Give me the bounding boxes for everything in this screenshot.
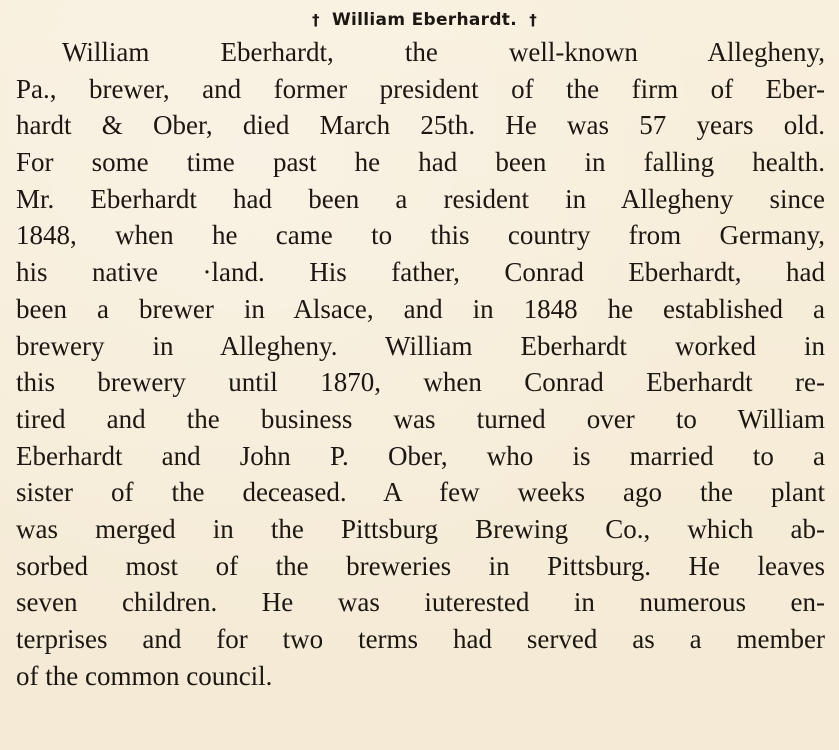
dagger-mark-left: † <box>311 11 320 29</box>
body-line: Eberhardt and John P. Ober, who is married to a <box>16 440 825 471</box>
body-line: been a brewer in Alsace, and in 1848 he established a <box>16 293 825 324</box>
body-line: brewery in Allegheny. William Eberhardt worked in <box>16 330 825 361</box>
body-line: Pa., brewer, and former president of the firm of Eber- <box>16 73 825 104</box>
body-line: For some time past he had been in falling health. <box>16 147 825 178</box>
article-headline <box>24 6 825 34</box>
body-line: terprises and for two terms had served as a member <box>16 624 825 654</box>
body-line: his native ·land. His father, Conrad Eberhardt, had <box>16 257 825 288</box>
headline-title: William Eberhardt. <box>332 10 517 30</box>
body-line: was merged in the Pittsburg Brewing Co., which ab- <box>16 513 825 544</box>
body-line: tired and the business was turned over to William <box>16 403 825 434</box>
article-body <box>16 34 825 694</box>
body-line: Mr. Eberhardt had been a resident in Allegheny since <box>16 183 825 214</box>
dagger-mark-right: † <box>529 11 538 29</box>
body-line: sorbed most of the breweries in Pittsburg. He leaves <box>16 550 825 581</box>
body-line: seven children. He was iuterested in numerous en- <box>16 587 825 618</box>
body-line: 1848, when he came to this country from Germany, <box>16 220 825 251</box>
body-line: hardt & Ober, died March 25th. He was 57 years old. <box>16 110 825 141</box>
body-line: William Eberhardt, the well-known Allegheny, <box>62 37 825 67</box>
body-line: of the common council. <box>16 660 273 691</box>
body-line: sister of the deceased. A few weeks ago the plant <box>16 477 825 508</box>
body-line: this brewery until 1870, when Conrad Eberhardt re- <box>16 367 825 398</box>
